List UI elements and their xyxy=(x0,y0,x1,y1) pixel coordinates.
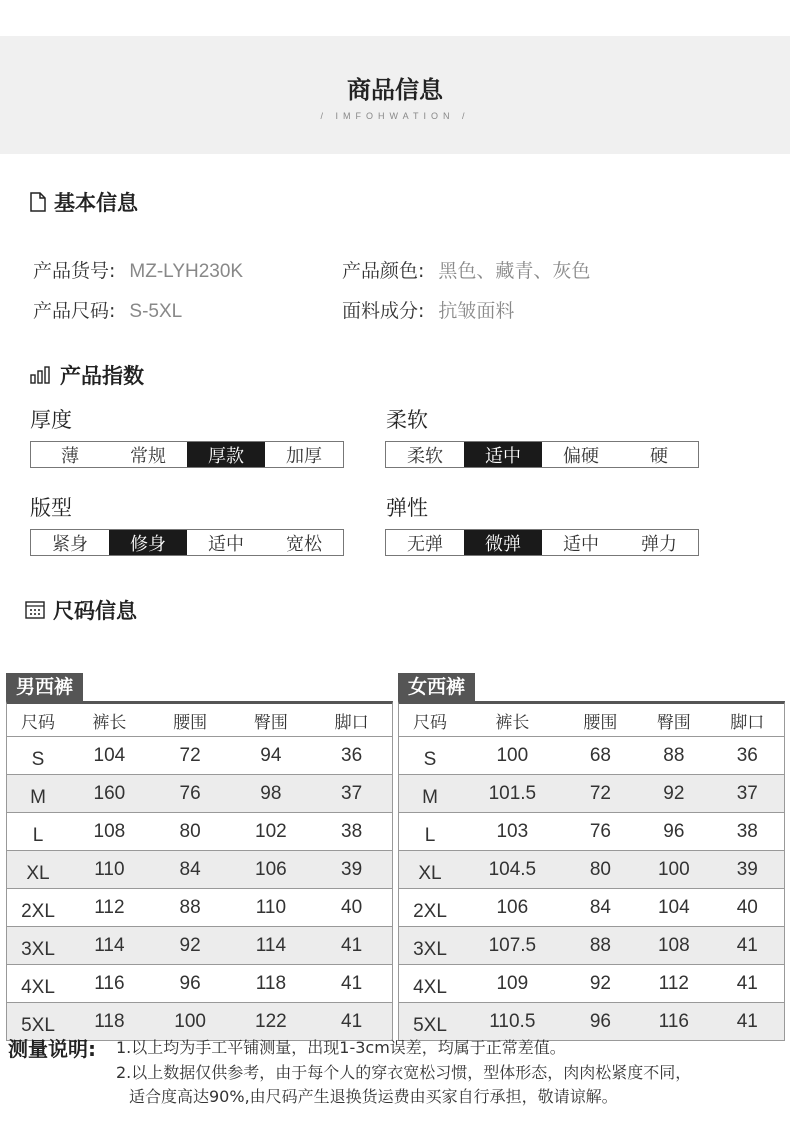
table-cell: 41 xyxy=(311,965,392,1003)
table-cell: 96 xyxy=(564,1003,637,1041)
table-cell: 36 xyxy=(311,737,392,775)
table-cell: XL xyxy=(399,851,461,889)
table-header-cell: 腰围 xyxy=(150,704,231,737)
index-option: 常规 xyxy=(130,445,166,467)
table-header-cell: 裤长 xyxy=(461,704,564,737)
index-option: 适中 xyxy=(464,442,542,467)
table-cell: 41 xyxy=(711,965,784,1003)
index-option: 硬 xyxy=(650,445,668,467)
table-cell: 41 xyxy=(711,1003,784,1041)
table-row xyxy=(7,775,392,813)
table-cell: 160 xyxy=(69,775,150,813)
table-row xyxy=(399,775,784,813)
index-option: 柔软 xyxy=(407,445,443,467)
info-value: MZ-LYH230K xyxy=(129,261,244,282)
table-cell: 84 xyxy=(150,851,231,889)
index-option: 修身 xyxy=(109,530,187,555)
notes-label: 测量说明: xyxy=(8,1037,96,1061)
table-cell: 37 xyxy=(711,775,784,813)
table-body-wrap xyxy=(6,701,393,1041)
table-cell: L xyxy=(7,813,69,851)
table-cell: 88 xyxy=(637,737,710,775)
size-table-women xyxy=(398,673,785,1041)
table-cell: 84 xyxy=(564,889,637,927)
table-header-cell: 尺码 xyxy=(7,704,69,737)
table-cell: XL xyxy=(7,851,69,889)
index-option: 厚款 xyxy=(187,442,265,467)
index-group-name: 厚度 xyxy=(30,408,72,432)
table-cell: 94 xyxy=(231,737,312,775)
table-cell: 80 xyxy=(150,813,231,851)
size-table xyxy=(399,704,784,1041)
table-cell: 92 xyxy=(637,775,710,813)
table-cell: 72 xyxy=(150,737,231,775)
table-cell: 39 xyxy=(711,851,784,889)
table-cell: 41 xyxy=(311,927,392,965)
info-value: 抗皱面料 xyxy=(438,301,515,322)
table-cell: 109 xyxy=(461,965,564,1003)
table-cell: 98 xyxy=(231,775,312,813)
section-basic-title xyxy=(30,187,138,217)
table-body-wrap xyxy=(398,701,785,1041)
table-tag: 女西裤 xyxy=(398,673,475,701)
index-option: 微弹 xyxy=(464,530,542,555)
table-row xyxy=(7,965,392,1003)
table-cell: 114 xyxy=(69,927,150,965)
table-cell: 40 xyxy=(311,889,392,927)
info-item-code xyxy=(33,256,243,283)
size-table-men xyxy=(6,673,393,1041)
table-row xyxy=(399,927,784,965)
table-cell: 104 xyxy=(637,889,710,927)
table-cell: 38 xyxy=(311,813,392,851)
table-cell: 101.5 xyxy=(461,775,564,813)
table-cell: 5XL xyxy=(7,1003,69,1041)
index-option: 宽松 xyxy=(286,533,322,555)
index-scale-elasticity xyxy=(385,529,699,556)
notes-line: 2.以上数据仅供参考，由于每个人的穿衣宽松习惯，型体形态，肉肉松紧度不同， xyxy=(116,1063,692,1082)
table-header-cell: 臀围 xyxy=(637,704,710,737)
table-cell: 2XL xyxy=(7,889,69,927)
table-cell: S xyxy=(399,737,461,775)
info-label: 产品颜色: xyxy=(342,260,425,282)
table-header-cell: 尺码 xyxy=(399,704,461,737)
info-value: S-5XL xyxy=(129,301,183,322)
table-cell: 108 xyxy=(69,813,150,851)
notes-line: 适合度高达90%,由尺码产生退换货运费由买家自行承担，敬请谅解。 xyxy=(129,1087,618,1106)
bar-chart-icon xyxy=(30,366,52,384)
info-label: 面料成分: xyxy=(342,300,425,322)
index-option: 偏硬 xyxy=(563,445,599,467)
table-row xyxy=(399,851,784,889)
table-header-cell: 腰围 xyxy=(564,704,637,737)
table-cell: 38 xyxy=(711,813,784,851)
table-cell: 36 xyxy=(711,737,784,775)
size-table xyxy=(7,704,392,1041)
index-scale-softness xyxy=(385,441,699,468)
info-label: 产品尺码: xyxy=(33,300,116,322)
table-cell: 41 xyxy=(711,927,784,965)
table-cell: 88 xyxy=(150,889,231,927)
index-option: 适中 xyxy=(208,533,244,555)
table-cell: 37 xyxy=(311,775,392,813)
table-cell: 96 xyxy=(637,813,710,851)
section-size-label: 尺码信息 xyxy=(53,599,137,623)
table-cell: M xyxy=(399,775,461,813)
table-cell: 122 xyxy=(231,1003,312,1041)
table-cell: 2XL xyxy=(399,889,461,927)
table-header-row xyxy=(399,704,784,737)
table-cell: 96 xyxy=(150,965,231,1003)
table-row xyxy=(399,889,784,927)
table-cell: 118 xyxy=(231,965,312,1003)
table-cell: 5XL xyxy=(399,1003,461,1041)
table-cell: 107.5 xyxy=(461,927,564,965)
table-header-cell: 臀围 xyxy=(231,704,312,737)
table-header-row xyxy=(7,704,392,737)
notes-line: 1.以上均为手工平铺测量，出现1-3cm误差，均属于正常差值。 xyxy=(116,1038,566,1057)
index-option: 适中 xyxy=(563,533,599,555)
index-option: 紧身 xyxy=(52,533,88,555)
table-cell: 112 xyxy=(69,889,150,927)
table-cell: 92 xyxy=(150,927,231,965)
table-cell: 76 xyxy=(150,775,231,813)
table-cell: 104 xyxy=(69,737,150,775)
table-cell: 106 xyxy=(461,889,564,927)
index-group-name: 版型 xyxy=(30,496,72,520)
index-option: 无弹 xyxy=(407,533,443,555)
table-cell: 100 xyxy=(637,851,710,889)
section-basic-label: 基本信息 xyxy=(54,191,138,215)
table-tag: 男西裤 xyxy=(6,673,83,701)
index-scale-fit xyxy=(30,529,344,556)
table-header-cell: 裤长 xyxy=(69,704,150,737)
table-cell: 102 xyxy=(231,813,312,851)
index-group-name: 柔软 xyxy=(386,408,428,432)
section-index-title xyxy=(30,360,144,390)
table-row xyxy=(7,927,392,965)
table-cell: 41 xyxy=(311,1003,392,1041)
page-subtitle: / IMFOHWATION / xyxy=(320,111,470,121)
table-row xyxy=(7,889,392,927)
table-cell: 114 xyxy=(231,927,312,965)
table-cell: 88 xyxy=(564,927,637,965)
table-cell: 118 xyxy=(69,1003,150,1041)
table-cell: 39 xyxy=(311,851,392,889)
table-row xyxy=(7,813,392,851)
info-value: 黑色、藏青、灰色 xyxy=(438,261,591,282)
table-cell: S xyxy=(7,737,69,775)
info-item-color xyxy=(342,256,590,283)
table-row xyxy=(7,737,392,775)
table-cell: 100 xyxy=(150,1003,231,1041)
grid-icon xyxy=(25,601,45,619)
table-cell: 106 xyxy=(231,851,312,889)
section-index-label: 产品指数 xyxy=(60,364,144,388)
table-cell: 80 xyxy=(564,851,637,889)
table-row xyxy=(399,965,784,1003)
index-option: 薄 xyxy=(61,445,79,467)
table-cell: 110.5 xyxy=(461,1003,564,1041)
table-row xyxy=(399,813,784,851)
table-cell: M xyxy=(7,775,69,813)
table-cell: 68 xyxy=(564,737,637,775)
table-cell: 108 xyxy=(637,927,710,965)
page-title: 商品信息 xyxy=(347,76,443,104)
table-cell: 3XL xyxy=(399,927,461,965)
table-cell: L xyxy=(399,813,461,851)
table-cell: 116 xyxy=(69,965,150,1003)
table-cell: 4XL xyxy=(399,965,461,1003)
table-cell: 116 xyxy=(637,1003,710,1041)
table-cell: 4XL xyxy=(7,965,69,1003)
table-cell: 100 xyxy=(461,737,564,775)
table-row xyxy=(399,737,784,775)
table-cell: 40 xyxy=(711,889,784,927)
document-icon xyxy=(30,192,46,212)
index-scale-thickness xyxy=(30,441,344,468)
info-item-size xyxy=(33,296,182,323)
index-option: 弹力 xyxy=(641,533,677,555)
table-header-cell: 脚口 xyxy=(711,704,784,737)
table-cell: 112 xyxy=(637,965,710,1003)
table-cell: 3XL xyxy=(7,927,69,965)
index-group-name: 弹性 xyxy=(386,496,428,520)
section-size-title xyxy=(25,595,137,625)
table-cell: 72 xyxy=(564,775,637,813)
info-label: 产品货号: xyxy=(33,260,116,282)
info-item-fabric xyxy=(342,296,514,323)
index-option: 加厚 xyxy=(286,445,322,467)
table-cell: 110 xyxy=(69,851,150,889)
table-row xyxy=(7,851,392,889)
table-cell: 76 xyxy=(564,813,637,851)
table-cell: 92 xyxy=(564,965,637,1003)
table-cell: 104.5 xyxy=(461,851,564,889)
table-cell: 110 xyxy=(231,889,312,927)
table-cell: 103 xyxy=(461,813,564,851)
table-header-cell: 脚口 xyxy=(311,704,392,737)
